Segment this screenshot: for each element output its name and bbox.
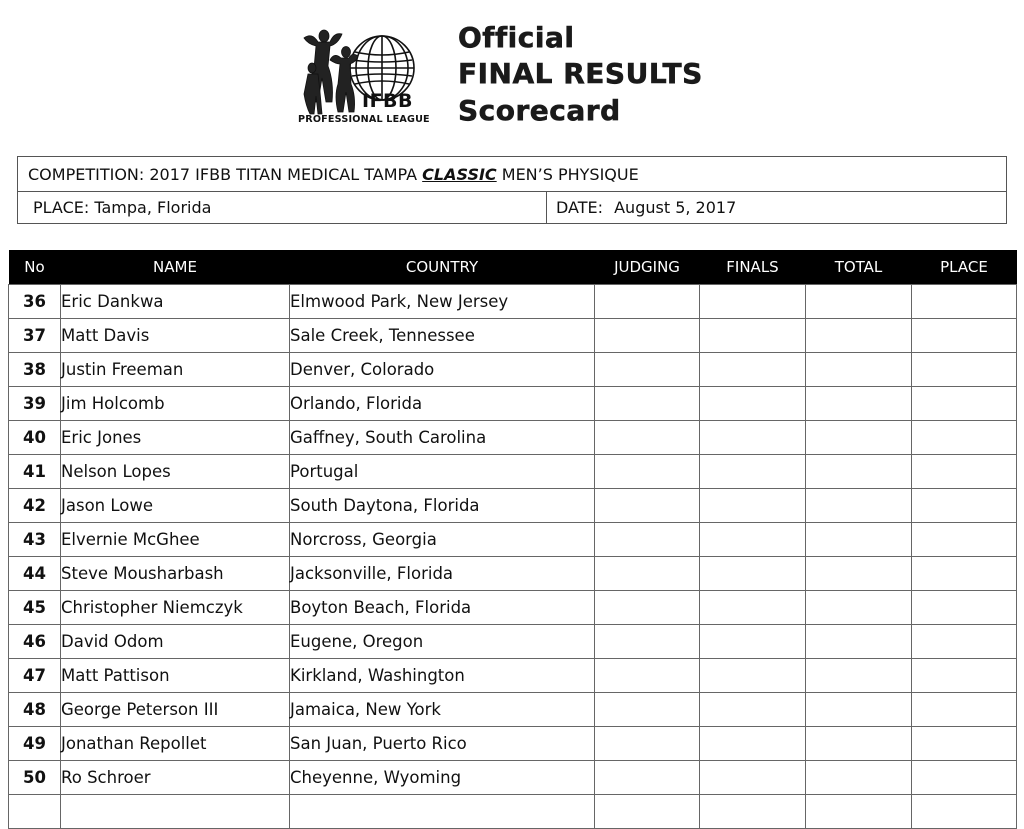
competitor-country — [290, 795, 595, 829]
competitor-name: Nelson Lopes — [61, 455, 290, 489]
title-final-results: FINAL RESULTS — [458, 57, 703, 90]
logo-professional-league-text: PROFESSIONAL LEAGUE — [298, 114, 430, 125]
place-text — [33, 198, 211, 217]
competitor-country: Kirkland, Washington — [290, 659, 595, 693]
place-cell — [912, 693, 1017, 727]
place-cell — [912, 319, 1017, 353]
header-finals: FINALS — [700, 250, 806, 285]
competitor-number: 47 — [9, 659, 61, 693]
total-cell — [806, 285, 912, 319]
header-name: NAME — [61, 250, 290, 285]
place-cell — [912, 727, 1017, 761]
finals-cell — [700, 659, 806, 693]
header-country: COUNTRY — [290, 250, 595, 285]
finals-cell — [700, 523, 806, 557]
table-row — [9, 421, 1017, 455]
header-total: TOTAL — [806, 250, 912, 285]
competitor-country: San Juan, Puerto Rico — [290, 727, 595, 761]
table-row — [9, 693, 1017, 727]
total-cell — [806, 523, 912, 557]
competition-division: MEN’S PHYSIQUE — [501, 165, 639, 184]
results-body — [9, 285, 1017, 829]
info-divider — [546, 191, 547, 224]
competition-text — [28, 165, 639, 184]
competitor-country: Boyton Beach, Florida — [290, 591, 595, 625]
place-cell — [912, 761, 1017, 795]
place-cell — [912, 489, 1017, 523]
competitor-country: Sale Creek, Tennessee — [290, 319, 595, 353]
header-no: No — [9, 250, 61, 285]
competitor-name: Eric Jones — [61, 421, 290, 455]
table-row — [9, 795, 1017, 829]
competitor-number: 41 — [9, 455, 61, 489]
total-cell — [806, 591, 912, 625]
place-cell — [912, 285, 1017, 319]
table-row — [9, 285, 1017, 319]
results-table — [8, 250, 1017, 829]
competitor-name: Matt Pattison — [61, 659, 290, 693]
competitor-number: 39 — [9, 387, 61, 421]
place-cell — [912, 659, 1017, 693]
competitor-name: Jonathan Repollet — [61, 727, 290, 761]
competitor-number: 48 — [9, 693, 61, 727]
competitor-country: Portugal — [290, 455, 595, 489]
total-cell — [806, 387, 912, 421]
finals-cell — [700, 353, 806, 387]
competition-classic: CLASSIC — [422, 165, 497, 184]
judging-cell — [595, 795, 700, 829]
competitor-number: 49 — [9, 727, 61, 761]
judging-cell — [595, 557, 700, 591]
competitor-name: Matt Davis — [61, 319, 290, 353]
table-row — [9, 353, 1017, 387]
place-cell — [912, 455, 1017, 489]
finals-cell — [700, 285, 806, 319]
competitor-country: Elmwood Park, New Jersey — [290, 285, 595, 319]
finals-cell — [700, 421, 806, 455]
table-row — [9, 523, 1017, 557]
competitor-number: 40 — [9, 421, 61, 455]
total-cell — [806, 795, 912, 829]
table-row — [9, 591, 1017, 625]
competitor-name: George Peterson III — [61, 693, 290, 727]
table-row — [9, 727, 1017, 761]
finals-cell — [700, 319, 806, 353]
competition-info-box — [17, 156, 1007, 224]
title-official: Official — [458, 21, 575, 54]
judging-cell — [595, 523, 700, 557]
judging-cell — [595, 421, 700, 455]
logo-ifbb-text: IFBB — [362, 90, 414, 112]
competitor-number: 46 — [9, 625, 61, 659]
competitor-name: Jim Holcomb — [61, 387, 290, 421]
total-cell — [806, 319, 912, 353]
header-judging: JUDGING — [595, 250, 700, 285]
finals-cell — [700, 489, 806, 523]
competitor-country: South Daytona, Florida — [290, 489, 595, 523]
table-row — [9, 659, 1017, 693]
competitor-name: Jason Lowe — [61, 489, 290, 523]
table-row — [9, 489, 1017, 523]
place-cell — [912, 591, 1017, 625]
place-cell — [912, 625, 1017, 659]
place-cell — [912, 523, 1017, 557]
judging-cell — [595, 455, 700, 489]
competitor-name: Ro Schroer — [61, 761, 290, 795]
finals-cell — [700, 693, 806, 727]
total-cell — [806, 455, 912, 489]
judging-cell — [595, 489, 700, 523]
judging-cell — [595, 591, 700, 625]
competitor-number: 42 — [9, 489, 61, 523]
judging-cell — [595, 387, 700, 421]
judging-cell — [595, 319, 700, 353]
competition-label: COMPETITION: — [28, 165, 145, 184]
competitor-number: 36 — [9, 285, 61, 319]
table-row — [9, 625, 1017, 659]
total-cell — [806, 693, 912, 727]
competitor-country: Norcross, Georgia — [290, 523, 595, 557]
total-cell — [806, 761, 912, 795]
table-row — [9, 557, 1017, 591]
judging-cell — [595, 285, 700, 319]
competitor-name: David Odom — [61, 625, 290, 659]
competitor-name: Elvernie McGhee — [61, 523, 290, 557]
competitor-number: 38 — [9, 353, 61, 387]
competitor-name: Justin Freeman — [61, 353, 290, 387]
total-cell — [806, 659, 912, 693]
competitor-name: Steve Mousharbash — [61, 557, 290, 591]
competition-row — [18, 157, 1006, 192]
competitor-country: Jacksonville, Florida — [290, 557, 595, 591]
place-value: Tampa, Florida — [94, 198, 212, 217]
place-cell — [912, 795, 1017, 829]
date-text — [556, 198, 736, 217]
judging-cell — [595, 625, 700, 659]
competitor-number: 50 — [9, 761, 61, 795]
place-label: PLACE: — [33, 198, 90, 217]
competitor-name: Eric Dankwa — [61, 285, 290, 319]
title-scorecard: Scorecard — [458, 94, 621, 127]
competitor-number: 45 — [9, 591, 61, 625]
date-value: August 5, 2017 — [614, 198, 737, 217]
competitor-name: Christopher Niemczyk — [61, 591, 290, 625]
competitor-country: Cheyenne, Wyoming — [290, 761, 595, 795]
total-cell — [806, 557, 912, 591]
place-date-row — [18, 191, 1006, 224]
finals-cell — [700, 625, 806, 659]
finals-cell — [700, 387, 806, 421]
judging-cell — [595, 727, 700, 761]
competitor-country: Denver, Colorado — [290, 353, 595, 387]
finals-cell — [700, 761, 806, 795]
finals-cell — [700, 591, 806, 625]
judging-cell — [595, 659, 700, 693]
finals-cell — [700, 455, 806, 489]
total-cell — [806, 421, 912, 455]
total-cell — [806, 625, 912, 659]
judging-cell — [595, 693, 700, 727]
place-cell — [912, 353, 1017, 387]
competitor-number: 44 — [9, 557, 61, 591]
table-row — [9, 761, 1017, 795]
date-label: DATE: — [556, 198, 604, 217]
judging-cell — [595, 353, 700, 387]
competitor-name — [61, 795, 290, 829]
competitor-number — [9, 795, 61, 829]
competitor-country: Eugene, Oregon — [290, 625, 595, 659]
table-header-row — [9, 250, 1017, 285]
competitor-country: Gaffney, South Carolina — [290, 421, 595, 455]
total-cell — [806, 353, 912, 387]
place-cell — [912, 421, 1017, 455]
competitor-number: 43 — [9, 523, 61, 557]
header-place: PLACE — [912, 250, 1017, 285]
competitor-country: Orlando, Florida — [290, 387, 595, 421]
finals-cell — [700, 795, 806, 829]
place-cell — [912, 557, 1017, 591]
table-row — [9, 319, 1017, 353]
total-cell — [806, 489, 912, 523]
table-row — [9, 455, 1017, 489]
finals-cell — [700, 557, 806, 591]
competition-name: 2017 IFBB TITAN MEDICAL TAMPA — [149, 165, 418, 184]
place-cell — [912, 387, 1017, 421]
table-row — [9, 387, 1017, 421]
competitor-country: Jamaica, New York — [290, 693, 595, 727]
finals-cell — [700, 727, 806, 761]
competitor-number: 37 — [9, 319, 61, 353]
total-cell — [806, 727, 912, 761]
judging-cell — [595, 761, 700, 795]
